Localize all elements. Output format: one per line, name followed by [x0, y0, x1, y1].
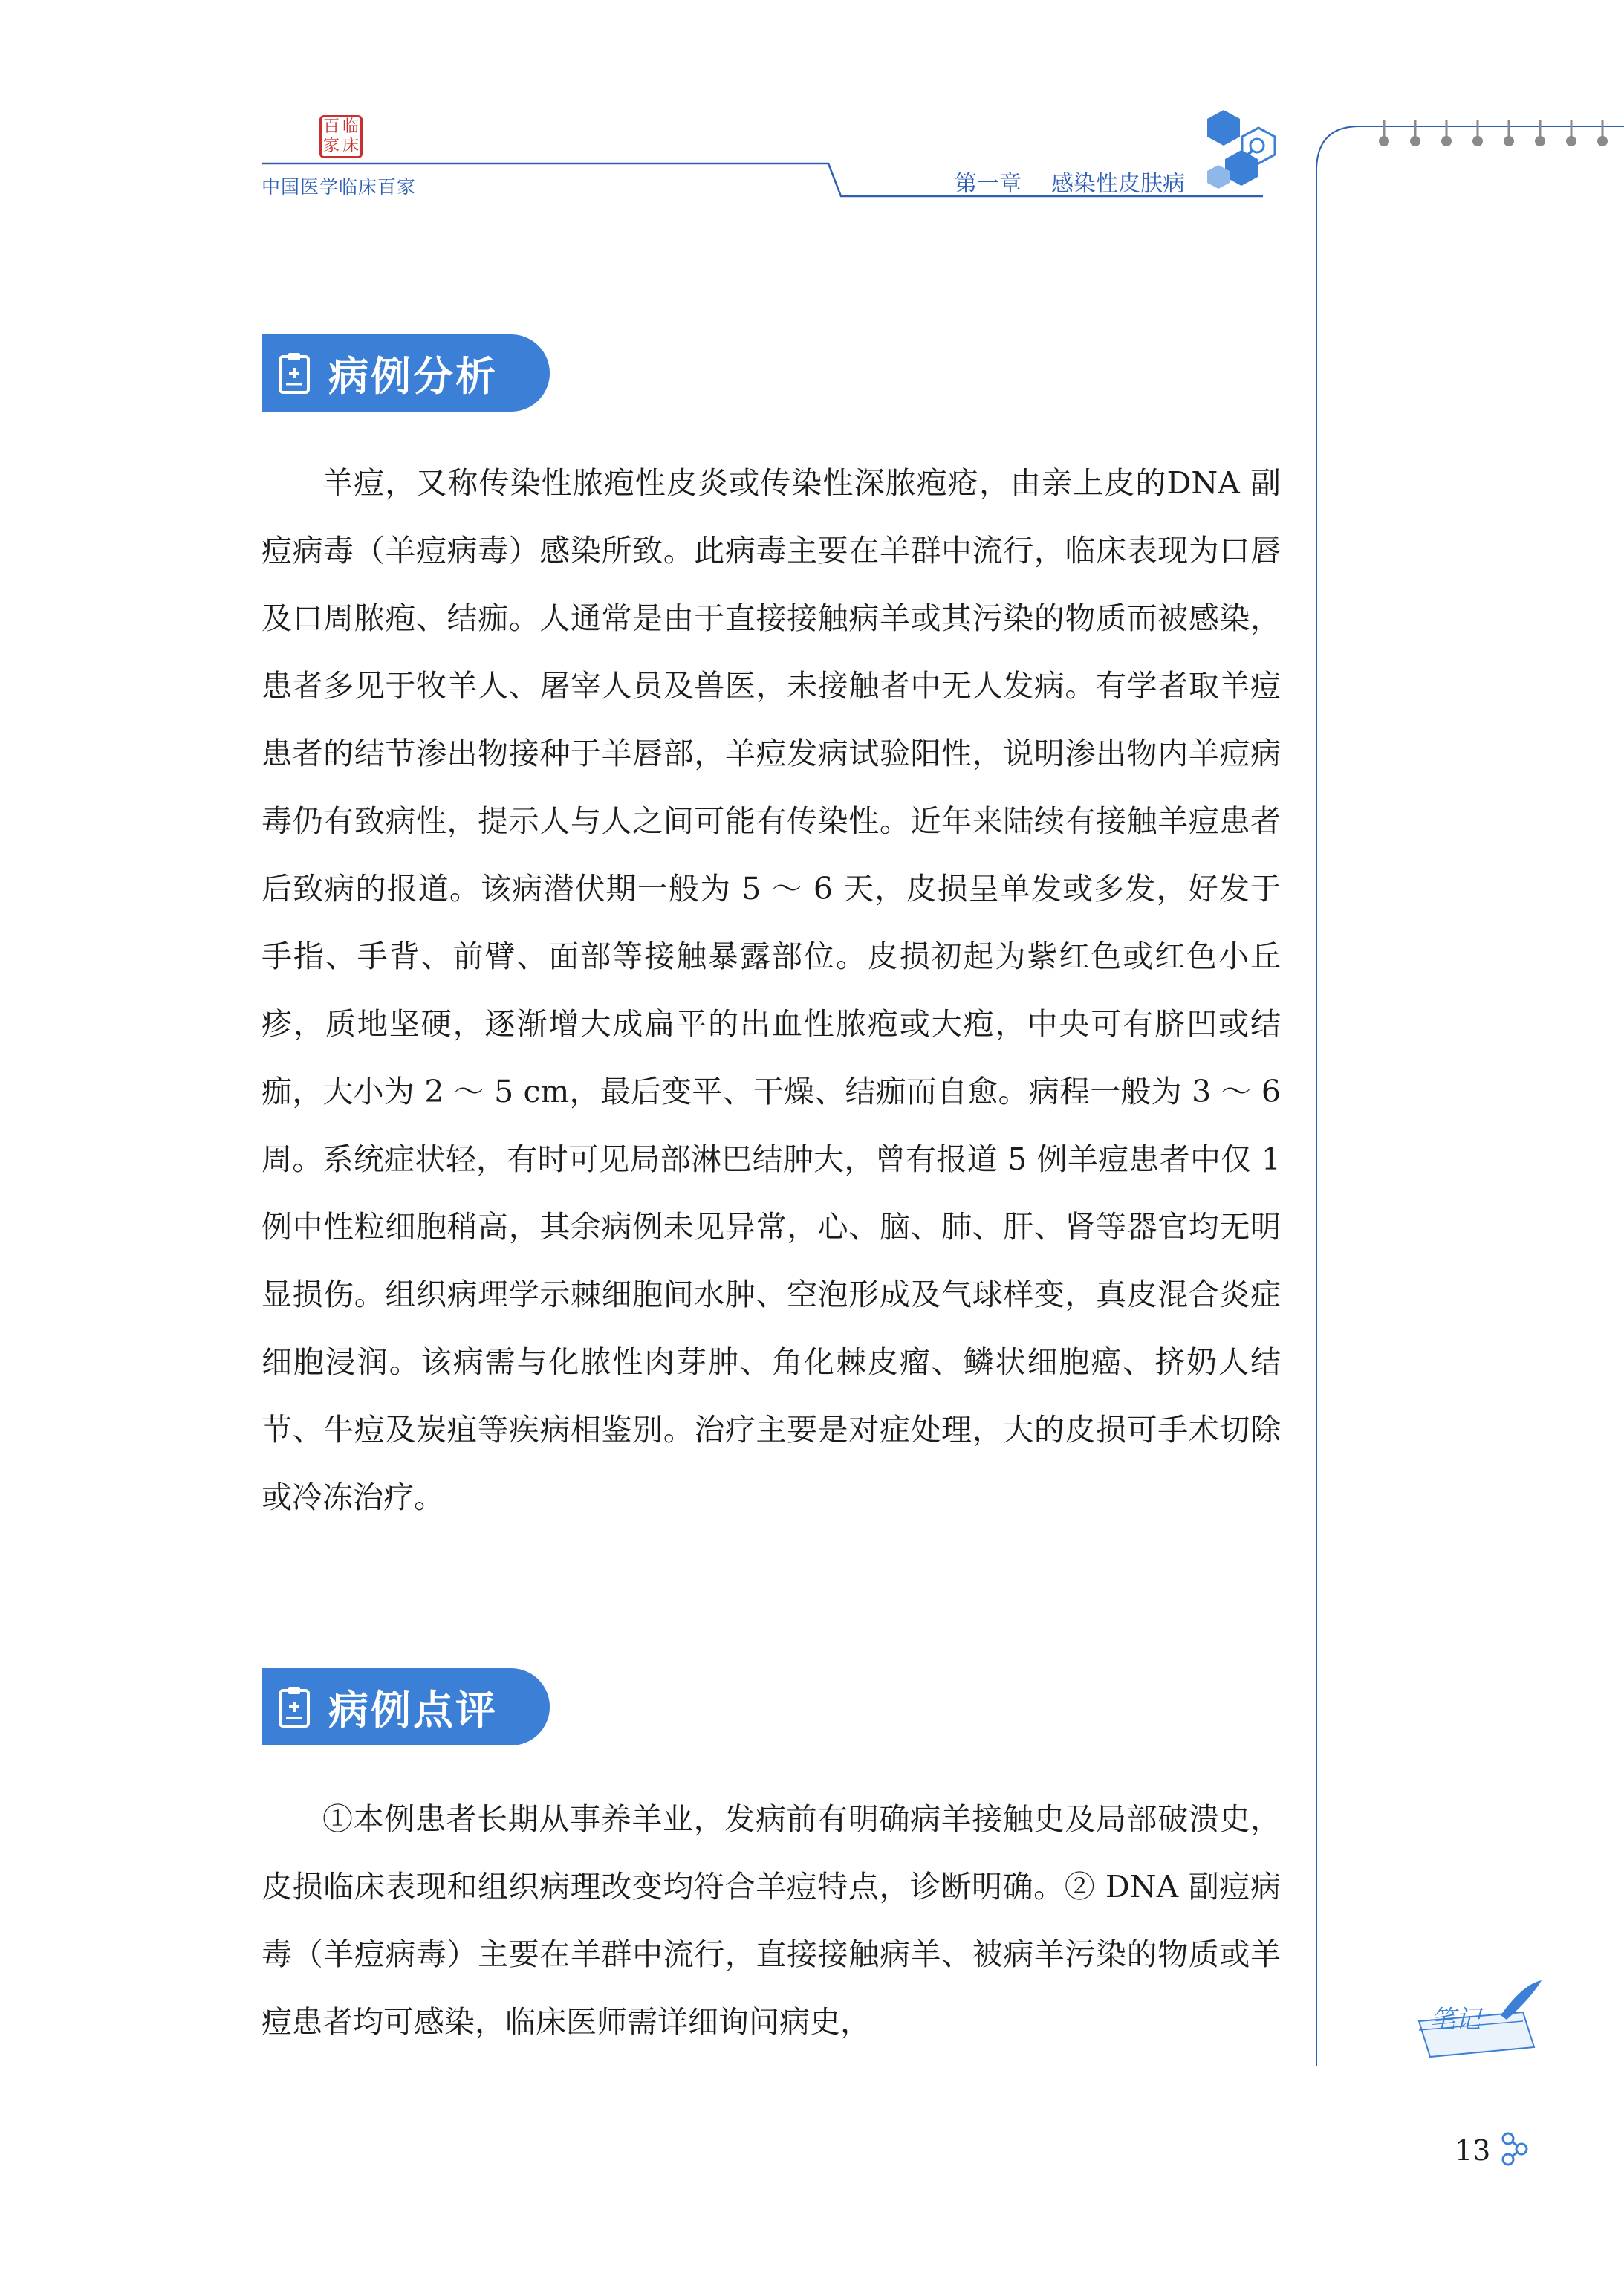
section-title: 病例点评 [328, 1686, 498, 1734]
notes-label: 笔记 [1430, 2005, 1481, 2035]
notebook-margin-frame [1316, 126, 1624, 2066]
logo-char: 临 [342, 117, 359, 136]
section-heading-case-review [262, 1668, 550, 1745]
chapter-label: 第一章 [955, 171, 1022, 197]
section-title: 病例分析 [328, 352, 498, 400]
brand-name: 中国医学临床百家 [262, 176, 417, 198]
hexagon-cluster-icon [1207, 110, 1275, 189]
logo-char: 床 [342, 137, 359, 155]
section-heading-case-analysis [262, 334, 550, 412]
page-number: 13 [1455, 2134, 1491, 2167]
binder-rings [1379, 120, 1608, 146]
molecule-icon [1503, 2133, 1527, 2165]
logo-char: 家 [322, 137, 340, 155]
clipboard-icon [278, 351, 311, 395]
chapter-title: 感染性皮肤病 [1051, 171, 1185, 197]
logo-char: 百 [322, 117, 340, 136]
section-paragraph: ①本例患者长期从事养羊业，发病前有明确病羊接触史及局部破溃史，皮损临床表现和组织病理改变均符合羊痘特点，诊断明确。② DNA 副痘病毒（羊痘病毒）主要在羊群中流行，直接接触病羊、被病羊污染的物质或羊痘患者均可感染，临床医师需详细询问病史， [262, 1801, 1281, 2040]
chapter-heading [955, 165, 1185, 198]
publisher-logo [319, 115, 363, 158]
section-paragraph: 羊痘，又称传染性脓疱性皮炎或传染性深脓疱疮，由亲上皮的DNA 副痘病毒（羊痘病毒）感染所致。此病毒主要在羊群中流行，临床表现为口唇及口周脓疱、结痂。人通常是由于直接接触病羊或其污染的物质而被感染，患者多见于牧羊人、屠宰人员及兽医，未接触者中无人发病。有学者取羊痘患者的结节渗出物接种于羊唇部，羊痘发病试验阳性，说明渗出物内羊痘病毒仍有致病性，提示人与人之间可能有传染性。近年来陆续有接触羊痘患者后致病的报道。该病潜伏期一般为 5 ～ 6 天，皮损呈单发或多发，好发于手指、手背、前臂、面部等接触暴露部位。皮损初起为紫红色或红色小丘疹，质地坚硬，逐渐增大成扁平的出血性脓疱或大疱，中央可有脐凹或结痂，大小为 2 ～ 5 cm，最后变平、干燥、结痂而自愈。病程一般为 3 ～ 6 周。系统症状轻，有时可见局部淋巴结肿大，曾有报道 5 例羊痘患者中仅 1 例中性粒细胞稍高，其余病例未见异常，心、脑、肺、肝、肾等器官均无明显损伤。组织病理学示棘细胞间水肿、空泡形成及气球样变，真皮混合炎症细胞浸润。该病需与化脓性肉芽肿、角化棘皮瘤、鳞状细胞癌、挤奶人结节、牛痘及炭疽等疾病相鉴别。治疗主要是对症处理，大的皮损可手术切除或冷冻治疗。 [262, 465, 1281, 1515]
clipboard-icon [278, 1685, 311, 1728]
